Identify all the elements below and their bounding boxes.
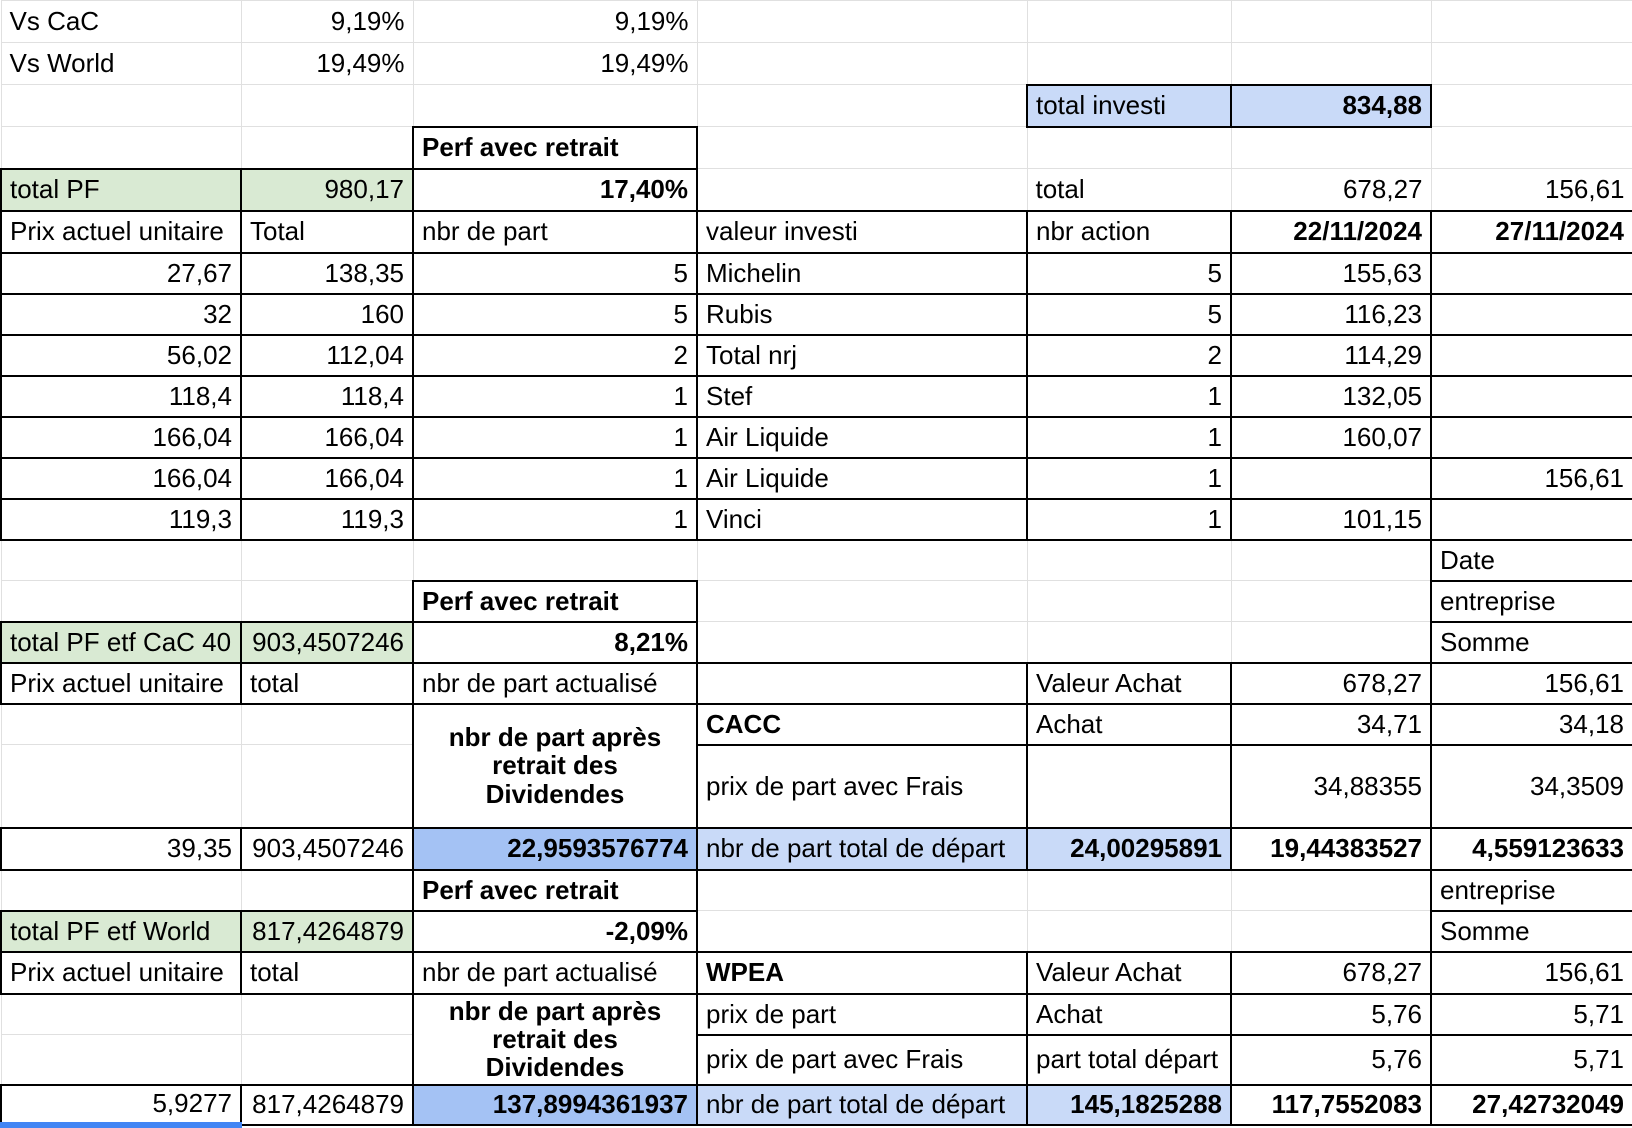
row-total-pf-etf-cac40 xyxy=(1,622,1632,663)
cell-b7[interactable]: 138,35 xyxy=(241,253,413,294)
row-air-liquide-2 xyxy=(1,458,1632,499)
row-vs-cac xyxy=(1,1,1632,43)
cell-g21-entreprise-label[interactable]: entreprise xyxy=(1431,870,1632,911)
cell-f21[interactable] xyxy=(1231,870,1431,911)
row-table-header xyxy=(1,211,1632,253)
cell-c15-perf-avec-retrait[interactable]: Perf avec retrait xyxy=(413,581,697,622)
cell-c18-nbr-part-apres-retrait[interactable] xyxy=(413,704,697,828)
cell-a26-selection-underline[interactable]: 5,9277 xyxy=(1,1085,241,1125)
cell-f10[interactable]: 132,05 xyxy=(1231,376,1431,417)
cell-f13[interactable]: 101,15 xyxy=(1231,499,1431,540)
cell-d2[interactable] xyxy=(697,43,1027,85)
cell-f26[interactable]: 117,7552083 xyxy=(1231,1085,1431,1125)
cell-b5-total-pf-value[interactable]: 980,17 xyxy=(241,169,413,211)
cell-f1[interactable] xyxy=(1231,1,1431,43)
cell-g4[interactable] xyxy=(1431,127,1632,169)
row-total-pf xyxy=(1,169,1632,211)
cell-e3-total-investi-label[interactable]: total investi xyxy=(1027,85,1231,127)
cell-b15[interactable] xyxy=(241,581,413,622)
cell-a15[interactable] xyxy=(1,581,241,622)
cell-d14[interactable] xyxy=(697,540,1027,581)
cell-d23-wpea-label[interactable]: WPEA xyxy=(697,952,1027,994)
cell-g12[interactable]: 156,61 xyxy=(1431,458,1632,499)
cell-g11[interactable] xyxy=(1431,417,1632,458)
cell-d24-prix-de-part-label[interactable]: prix de part xyxy=(697,994,1027,1035)
cell-a23-header-prix-actuel[interactable]: Prix actuel unitaire xyxy=(1,952,241,994)
cell-d5[interactable] xyxy=(697,169,1027,211)
cell-g26[interactable]: 27,42732049 xyxy=(1431,1085,1632,1125)
cell-a2[interactable]: Vs World xyxy=(1,43,241,85)
cell-a5-total-pf-label[interactable]: total PF xyxy=(1,169,241,211)
cell-a3[interactable] xyxy=(1,85,241,127)
cell-a6-header-prix-actuel[interactable]: Prix actuel unitaire xyxy=(1,211,241,253)
cell-e1[interactable] xyxy=(1027,1,1231,43)
row-vinci xyxy=(1,499,1632,540)
cell-f2[interactable] xyxy=(1231,43,1431,85)
row-cacc-totals xyxy=(1,828,1632,870)
cell-b22-total-pf-etf-world-value[interactable]: 817,4264879 xyxy=(241,911,413,952)
cell-e18-achat-label[interactable]: Achat xyxy=(1027,704,1231,745)
cell-b2[interactable]: 19,49% xyxy=(241,43,413,85)
cell-f7[interactable]: 155,63 xyxy=(1231,253,1431,294)
row-perf-header-2 xyxy=(1,581,1632,622)
cell-d1[interactable] xyxy=(697,1,1027,43)
cell-b21[interactable] xyxy=(241,870,413,911)
cell-f20[interactable]: 19,44383527 xyxy=(1231,828,1431,870)
cell-a11[interactable]: 166,04 xyxy=(1,417,241,458)
cell-b14[interactable] xyxy=(241,540,413,581)
cell-a12[interactable]: 166,04 xyxy=(1,458,241,499)
cell-g22-somme-label[interactable]: Somme xyxy=(1431,911,1632,952)
cell-g16-somme-label[interactable]: Somme xyxy=(1431,622,1632,663)
cell-f15[interactable] xyxy=(1231,581,1431,622)
cell-e2[interactable] xyxy=(1027,43,1231,85)
row-stef xyxy=(1,376,1632,417)
row-total-pf-etf-world xyxy=(1,911,1632,952)
cell-a18[interactable] xyxy=(1,704,241,745)
cell-g9[interactable] xyxy=(1431,335,1632,376)
row-wpea-frais xyxy=(1,1035,1632,1085)
cell-f4[interactable] xyxy=(1231,127,1431,169)
cell-f19[interactable]: 34,88355 xyxy=(1231,745,1431,828)
row-date xyxy=(1,540,1632,581)
cell-c6-header-nbr-de-part[interactable]: nbr de part xyxy=(413,211,697,253)
cell-e8[interactable]: 5 xyxy=(1027,294,1231,335)
cell-b13[interactable]: 119,3 xyxy=(241,499,413,540)
cell-e25-part-total-depart-label[interactable]: part total départ xyxy=(1027,1035,1231,1085)
cell-c7[interactable]: 5 xyxy=(413,253,697,294)
cell-e12[interactable]: 1 xyxy=(1027,458,1231,499)
cell-c20-nbr-part-highlight[interactable]: 22,9593576774 xyxy=(413,828,697,870)
cell-e19[interactable] xyxy=(1027,745,1231,828)
cell-f3-total-investi-value[interactable]: 834,88 xyxy=(1231,85,1431,127)
cell-e26[interactable]: 145,1825288 xyxy=(1027,1085,1231,1125)
cell-a20[interactable]: 39,35 xyxy=(1,828,241,870)
cell-c22-perf-value[interactable]: -2,09% xyxy=(413,911,697,952)
cell-d18-cacc-label[interactable]: CACC xyxy=(697,704,1027,745)
cell-e22[interactable] xyxy=(1027,911,1231,952)
cell-e14[interactable] xyxy=(1027,540,1231,581)
cell-d9-stock-name[interactable]: Total nrj xyxy=(697,335,1027,376)
cell-e20[interactable]: 24,00295891 xyxy=(1027,828,1231,870)
row-cacc-frais xyxy=(1,745,1632,828)
cell-e23-valeur-achat-label[interactable]: Valeur Achat xyxy=(1027,952,1231,994)
cell-f8[interactable]: 116,23 xyxy=(1231,294,1431,335)
cell-g8[interactable] xyxy=(1431,294,1632,335)
cell-f6-header-date-1[interactable]: 22/11/2024 xyxy=(1231,211,1431,253)
cell-e10[interactable]: 1 xyxy=(1027,376,1231,417)
cell-b4[interactable] xyxy=(241,127,413,169)
cell-c4-perf-avec-retrait[interactable]: Perf avec retrait xyxy=(413,127,697,169)
cell-g25[interactable]: 5,71 xyxy=(1431,1035,1632,1085)
cell-c8[interactable]: 5 xyxy=(413,294,697,335)
cell-a8[interactable]: 32 xyxy=(1,294,241,335)
row-vs-world xyxy=(1,43,1632,85)
cell-d25-prix-avec-frais-label[interactable]: prix de part avec Frais xyxy=(697,1035,1027,1085)
cell-c23-header-nbr-part-actualise[interactable]: nbr de part actualisé xyxy=(413,952,697,994)
cell-f23[interactable]: 678,27 xyxy=(1231,952,1431,994)
cell-e17-valeur-achat-label[interactable]: Valeur Achat xyxy=(1027,663,1231,704)
cell-f11[interactable]: 160,07 xyxy=(1231,417,1431,458)
cell-d8-stock-name[interactable]: Rubis xyxy=(697,294,1027,335)
cell-d17[interactable] xyxy=(697,663,1027,704)
cell-d12-stock-name[interactable]: Air Liquide xyxy=(697,458,1027,499)
cell-b3[interactable] xyxy=(241,85,413,127)
cell-c12[interactable]: 1 xyxy=(413,458,697,499)
cell-d4[interactable] xyxy=(697,127,1027,169)
cell-b20[interactable]: 903,4507246 xyxy=(241,828,413,870)
cell-e13[interactable]: 1 xyxy=(1027,499,1231,540)
cell-g24[interactable]: 5,71 xyxy=(1431,994,1632,1035)
cell-g14-date-label[interactable]: Date xyxy=(1431,540,1632,581)
row-perf-header-3 xyxy=(1,870,1632,911)
cell-d3[interactable] xyxy=(697,85,1027,127)
cell-f17[interactable]: 678,27 xyxy=(1231,663,1431,704)
cell-a21[interactable] xyxy=(1,870,241,911)
row-cacc xyxy=(1,704,1632,745)
cell-b23-header-total[interactable]: total xyxy=(241,952,413,994)
cell-e21[interactable] xyxy=(1027,870,1231,911)
cell-d22[interactable] xyxy=(697,911,1027,952)
cell-b6-header-total[interactable]: Total xyxy=(241,211,413,253)
cell-a14[interactable] xyxy=(1,540,241,581)
cell-b17-header-total[interactable]: total xyxy=(241,663,413,704)
cell-d20-nbr-part-depart-label[interactable]: nbr de part total de départ xyxy=(697,828,1027,870)
row-total-nrj xyxy=(1,335,1632,376)
cell-g18[interactable]: 34,18 xyxy=(1431,704,1632,745)
cell-f16[interactable] xyxy=(1231,622,1431,663)
row-michelin xyxy=(1,253,1632,294)
cell-e6-header-nbr-action[interactable]: nbr action xyxy=(1027,211,1231,253)
cell-e15[interactable] xyxy=(1027,581,1231,622)
cell-c1[interactable]: 9,19% xyxy=(413,1,697,43)
cell-a7[interactable]: 27,67 xyxy=(1,253,241,294)
row-wpea xyxy=(1,952,1632,994)
cell-d19-prix-avec-frais-label[interactable]: prix de part avec Frais xyxy=(697,745,1027,828)
cell-b11[interactable]: 166,04 xyxy=(241,417,413,458)
cell-e24-achat-label[interactable]: Achat xyxy=(1027,994,1231,1035)
cell-g3[interactable] xyxy=(1431,85,1632,127)
cell-c18-text: nbr de part après retrait des Dividendes xyxy=(448,722,662,809)
cell-b9[interactable]: 112,04 xyxy=(241,335,413,376)
cell-a1[interactable]: Vs CaC xyxy=(1,1,241,43)
cell-b26[interactable]: 817,4264879 xyxy=(241,1085,413,1125)
cell-g17[interactable]: 156,61 xyxy=(1431,663,1632,704)
cell-g23[interactable]: 156,61 xyxy=(1431,952,1632,994)
cell-a22-total-pf-etf-world-label[interactable]: total PF etf World xyxy=(1,911,241,952)
cell-b16-total-pf-etf-cac40-value[interactable]: 903,4507246 xyxy=(241,622,413,663)
cell-e9[interactable]: 2 xyxy=(1027,335,1231,376)
cell-d10-stock-name[interactable]: Stef xyxy=(697,376,1027,417)
cell-a17-header-prix-actuel[interactable]: Prix actuel unitaire xyxy=(1,663,241,704)
cell-d6-header-valeur-investi[interactable]: valeur investi xyxy=(697,211,1027,253)
cell-c9[interactable]: 2 xyxy=(413,335,697,376)
cell-d21[interactable] xyxy=(697,870,1027,911)
cell-d16[interactable] xyxy=(697,622,1027,663)
cell-c11[interactable]: 1 xyxy=(413,417,697,458)
cell-g2[interactable] xyxy=(1431,43,1632,85)
cell-g6-header-date-2[interactable]: 27/11/2024 xyxy=(1431,211,1632,253)
cell-g10[interactable] xyxy=(1431,376,1632,417)
cell-c5-perf-value[interactable]: 17,40% xyxy=(413,169,697,211)
cell-a13[interactable]: 119,3 xyxy=(1,499,241,540)
cell-d7-stock-name[interactable]: Michelin xyxy=(697,253,1027,294)
cell-f14[interactable] xyxy=(1231,540,1431,581)
cell-e16[interactable] xyxy=(1027,622,1231,663)
cell-e4[interactable] xyxy=(1027,127,1231,169)
cell-a19[interactable] xyxy=(1,745,241,828)
cell-g20[interactable]: 4,559123633 xyxy=(1431,828,1632,870)
cell-c24-text: nbr de part après retrait des Dividendes xyxy=(448,995,662,1083)
cell-g5-total-value[interactable]: 156,61 xyxy=(1431,169,1632,211)
cell-a9[interactable]: 56,02 xyxy=(1,335,241,376)
cell-g1[interactable] xyxy=(1431,1,1632,43)
cell-g7[interactable] xyxy=(1431,253,1632,294)
cell-b18[interactable] xyxy=(241,704,413,745)
cell-g13[interactable] xyxy=(1431,499,1632,540)
row-total-investi xyxy=(1,85,1632,127)
row-perf-header-1 xyxy=(1,127,1632,169)
cell-f24[interactable]: 5,76 xyxy=(1231,994,1431,1035)
cell-c2[interactable]: 19,49% xyxy=(413,43,697,85)
row-wpea-prix xyxy=(1,994,1632,1035)
cell-f12[interactable] xyxy=(1231,458,1431,499)
cell-f9[interactable]: 114,29 xyxy=(1231,335,1431,376)
cell-f22[interactable] xyxy=(1231,911,1431,952)
cell-f25[interactable]: 5,76 xyxy=(1231,1035,1431,1085)
cell-g19[interactable]: 34,3509 xyxy=(1431,745,1632,828)
cell-c16-perf-value[interactable]: 8,21% xyxy=(413,622,697,663)
cell-d11-stock-name[interactable]: Air Liquide xyxy=(697,417,1027,458)
cell-f5-total-value[interactable]: 678,27 xyxy=(1231,169,1431,211)
row-wpea-totals xyxy=(1,1085,1632,1125)
cell-a25[interactable] xyxy=(1,1035,241,1085)
cell-e7[interactable]: 5 xyxy=(1027,253,1231,294)
row-cac-headers xyxy=(1,663,1632,704)
cell-c14[interactable] xyxy=(413,540,697,581)
cell-c13[interactable]: 1 xyxy=(413,499,697,540)
cell-g15-entreprise-label[interactable]: entreprise xyxy=(1431,581,1632,622)
cell-b1[interactable]: 9,19% xyxy=(241,1,413,43)
cell-b10[interactable]: 118,4 xyxy=(241,376,413,417)
cell-a16-total-pf-etf-cac40-label[interactable]: total PF etf CaC 40 xyxy=(1,622,241,663)
cell-c21-perf-avec-retrait[interactable]: Perf avec retrait xyxy=(413,870,697,911)
cell-d15[interactable] xyxy=(697,581,1027,622)
cell-b12[interactable]: 166,04 xyxy=(241,458,413,499)
cell-b19[interactable] xyxy=(241,745,413,828)
cell-e11[interactable]: 1 xyxy=(1027,417,1231,458)
cell-a10[interactable]: 118,4 xyxy=(1,376,241,417)
cell-b25[interactable] xyxy=(241,1035,413,1085)
cell-d26-nbr-part-depart-label[interactable]: nbr de part total de départ xyxy=(697,1085,1027,1125)
cell-f18[interactable]: 34,71 xyxy=(1231,704,1431,745)
cell-c3[interactable] xyxy=(413,85,697,127)
cell-c24-nbr-part-apres-retrait[interactable] xyxy=(413,994,697,1085)
row-air-liquide-1 xyxy=(1,417,1632,458)
cell-c10[interactable]: 1 xyxy=(413,376,697,417)
cell-a24[interactable] xyxy=(1,994,241,1035)
cell-c26-nbr-part-highlight[interactable]: 137,8994361937 xyxy=(413,1085,697,1125)
cell-b8[interactable]: 160 xyxy=(241,294,413,335)
row-rubis xyxy=(1,294,1632,335)
cell-e5-total-label[interactable]: total xyxy=(1027,169,1231,211)
cell-d13-stock-name[interactable]: Vinci xyxy=(697,499,1027,540)
cell-c17-header-nbr-part-actualise[interactable]: nbr de part actualisé xyxy=(413,663,697,704)
cell-b24[interactable] xyxy=(241,994,413,1035)
cell-a4[interactable] xyxy=(1,127,241,169)
